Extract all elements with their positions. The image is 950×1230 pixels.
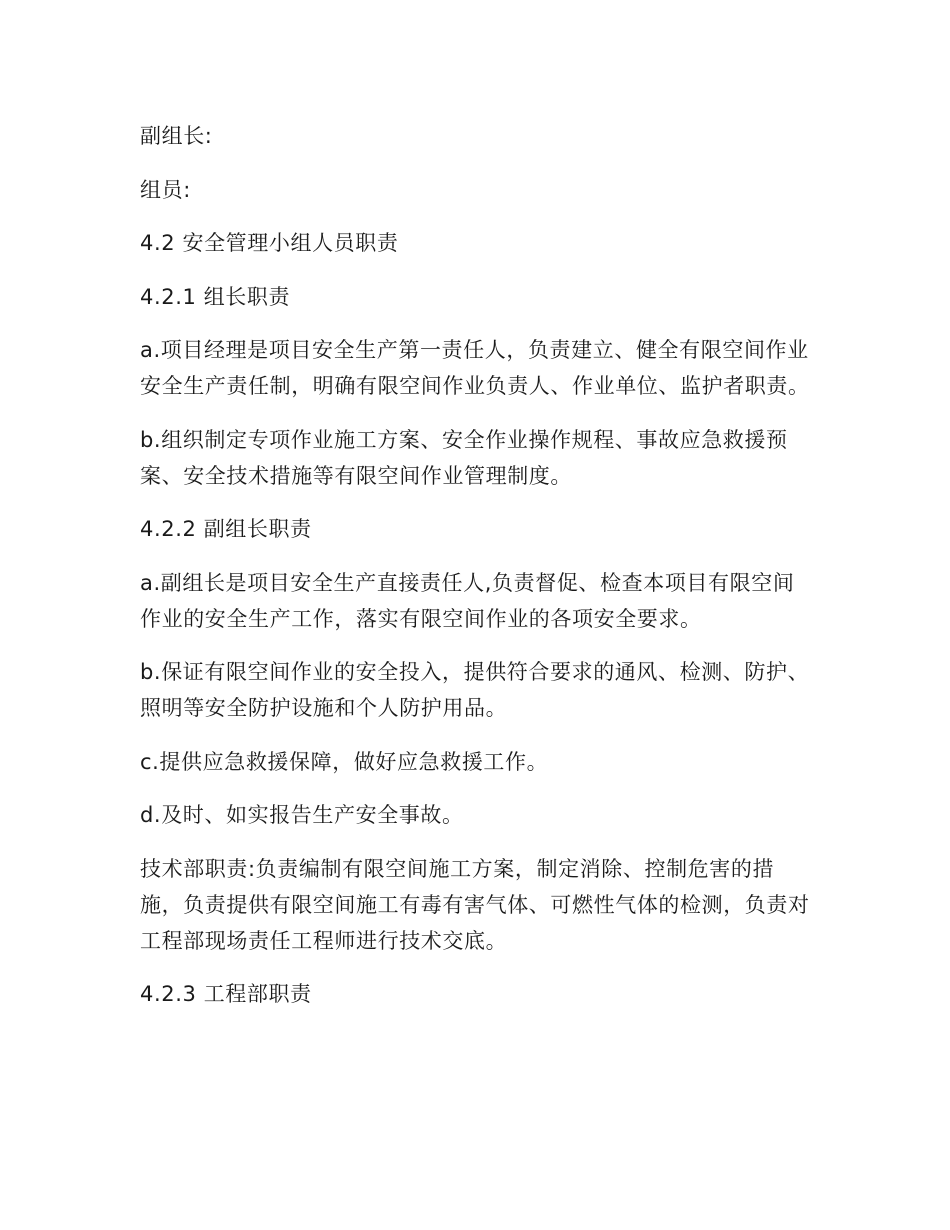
section-heading-4-2-2: 4.2.2 副组长职责 [140, 517, 312, 541]
tech-dept-duty: 技术部职责:负责编制有限空间施工方案，制定消除、控制危害的措施，负责提供有限空间施工有毒有害气体、可燃性气体的检测，负责对工程部现场责任工程师进行技术交底。 [140, 856, 810, 953]
leader-duty-a: a.项目经理是项目安全生产第一责任人，负责建立、健全有限空间作业安全生产责任制，明确有限空间作业负责人、作业单位、监护者职责。 [140, 338, 810, 398]
leader-duty-b: b.组织制定专项作业施工方案、安全作业操作规程、事故应急救援预案、安全技术措施等有限空间作业管理制度。 [140, 427, 788, 488]
section-heading-4-2-3: 4.2.3 工程部职责 [140, 982, 312, 1006]
deputy-duty-d: d.及时、如实报告生产安全事故。 [140, 803, 464, 827]
section-heading-4-2-1: 4.2.1 组长职责 [140, 284, 291, 309]
deputy-duty-b: b.保证有限空间作业的安全投入，提供符合要求的通风、检测、防护、照明等安全防护设施和个人防护用品。 [140, 660, 810, 720]
section-heading-4-2: 4.2 安全管理小组人员职责 [140, 231, 399, 255]
deputy-leader-label: 副组长: [140, 124, 213, 148]
members-label: 组员: [140, 177, 191, 202]
deputy-duty-a: a.副组长是项目安全生产直接责任人,负责督促、检查本项目有限空间作业的安全生产工作，落实有限空间作业的各项安全要求。 [140, 570, 795, 631]
document-body [140, 118, 812, 1030]
deputy-duty-c: c.提供应急救援保障，做好应急救援工作。 [140, 749, 549, 774]
